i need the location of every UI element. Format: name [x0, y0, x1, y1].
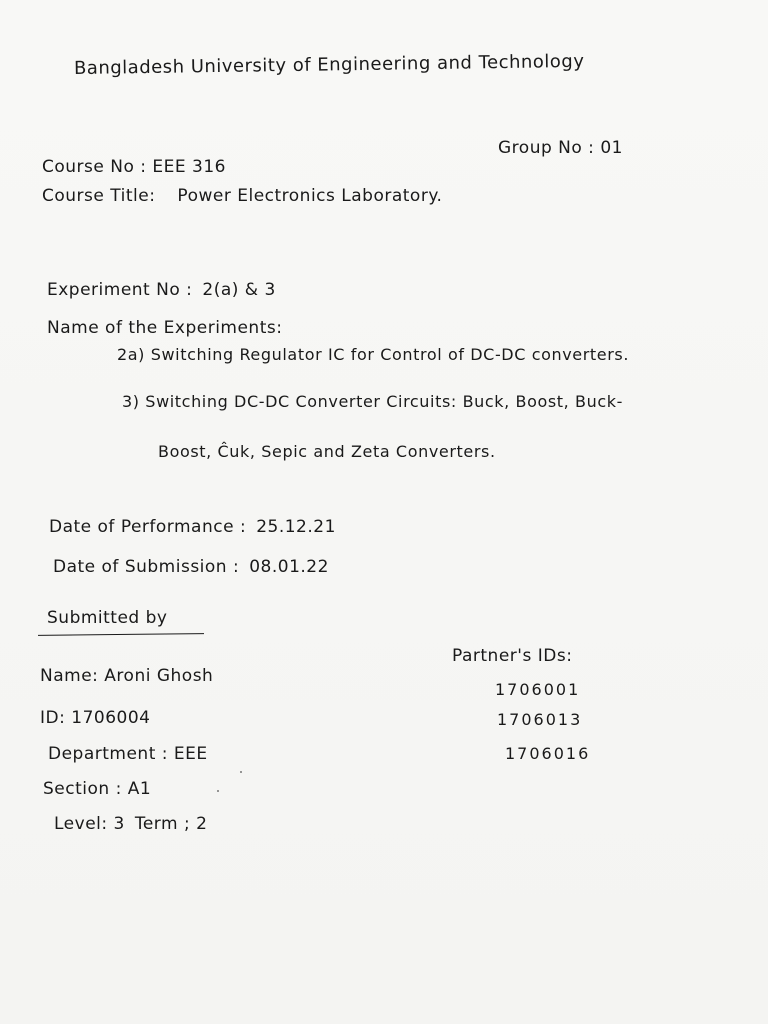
experiment-item: 3) Switching DC-DC Converter Circuits: Buck, Boost, Buck-: [122, 392, 624, 411]
name-value: Aroni Ghosh: [104, 666, 214, 686]
course-title-label: Course Title: [42, 186, 150, 206]
performance-date: 25.12.21: [256, 517, 336, 537]
group-value: 01: [600, 138, 623, 158]
student-level-term: Level: 3 Term ; 2: [54, 814, 208, 834]
partner-id: 1706016: [505, 744, 591, 763]
date-of-performance: Date of Performance : 25.12.21: [49, 517, 336, 537]
ink-speck: [240, 771, 242, 773]
section-label: Section: [43, 779, 110, 799]
course-number: Course No : EEE 316: [42, 157, 226, 177]
experiment-item: 2a) Switching Regulator IC for Control of DC-DC converters.: [117, 345, 630, 364]
level-label: Level: [54, 814, 102, 834]
group-label: Group No: [498, 138, 583, 158]
term-value: 2: [196, 814, 208, 834]
experiment-number: Experiment No : 2(a) & 3: [47, 280, 276, 300]
department-label: Department: [48, 744, 156, 764]
department-value: EEE: [173, 744, 208, 764]
student-name: Name: Aroni Ghosh: [40, 666, 214, 686]
ink-speck: [217, 790, 219, 792]
experiment-no-label: Experiment No: [47, 280, 181, 300]
student-section: Section : A1: [43, 779, 152, 799]
id-label: ID: [40, 708, 60, 728]
partners-heading: Partner's IDs:: [452, 646, 573, 666]
performance-label: Date of Performance: [49, 517, 235, 537]
experiment-names-heading: Name of the Experiments:: [47, 318, 283, 338]
submission-date: 08.01.22: [249, 557, 329, 577]
submitted-by-heading: Submitted by: [47, 608, 168, 628]
partner-id: 1706013: [497, 710, 583, 729]
level-value: 3: [113, 814, 125, 834]
term-label: Term: [134, 814, 179, 834]
university-name: Bangladesh University of Engineering and Technology: [73, 50, 585, 79]
course-title: Course Title: Power Electronics Laboratory.: [42, 186, 443, 206]
student-department: Department : EEE: [48, 744, 208, 764]
section-value: A1: [127, 779, 152, 799]
group-number: Group No : 01: [498, 138, 623, 158]
experiment-names-label: Name of the Experiments: [47, 318, 277, 338]
date-of-submission: Date of Submission : 08.01.22: [53, 557, 329, 577]
submitted-by-underline: [38, 633, 204, 636]
submission-label: Date of Submission: [53, 557, 228, 577]
partner-id: 1706001: [495, 680, 581, 699]
course-no-label: Course No: [42, 157, 135, 177]
id-value: 1706004: [71, 708, 151, 728]
course-no-value: EEE 316: [152, 157, 226, 177]
course-title-value: Power Electronics Laboratory.: [177, 186, 443, 206]
student-id: ID: 1706004: [40, 708, 151, 728]
name-label: Name: [40, 666, 93, 686]
partners-label: Partner's IDs: [452, 646, 567, 666]
experiment-item-continuation: Boost, Ĉuk, Sepic and Zeta Converters.: [158, 442, 496, 461]
experiment-no-value: 2(a) & 3: [202, 280, 276, 300]
